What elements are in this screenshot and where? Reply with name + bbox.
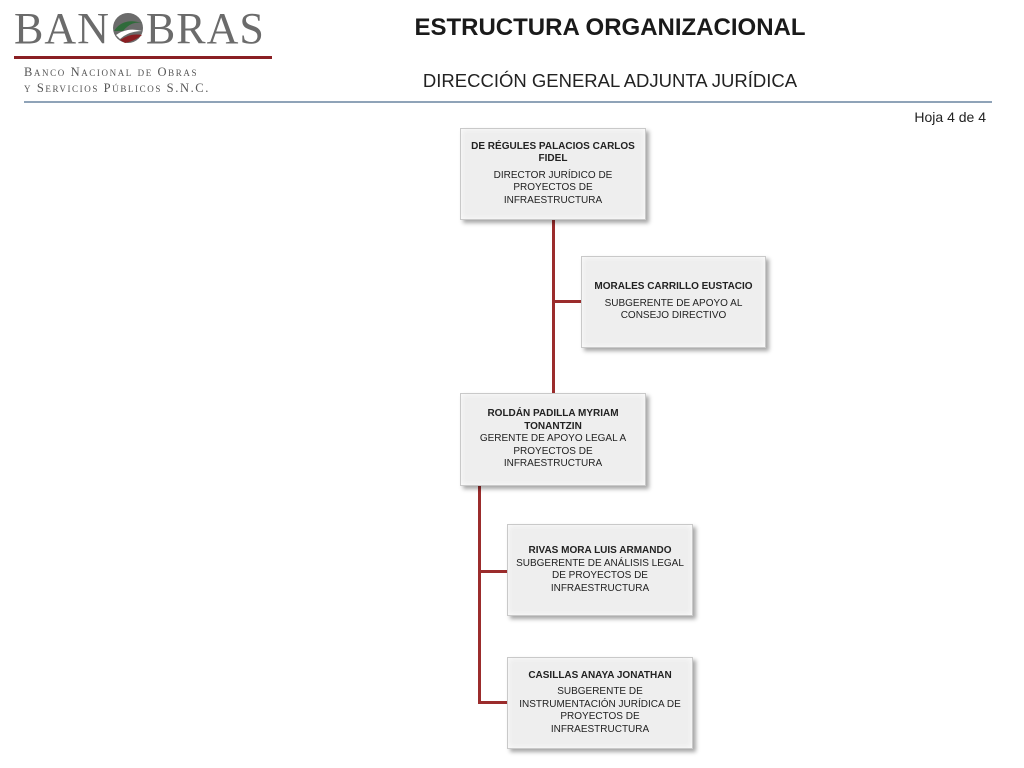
connector-staff: [552, 300, 582, 303]
org-node-director: [460, 128, 646, 220]
logo-line-1: Banco Nacional de Obras: [24, 65, 199, 79]
connector-sub1: [478, 570, 508, 573]
node-role: SUBGERENTE DE INSTRUMENTACIÓN JURÍDICA DE PROYECTOS DE INFRAESTRUCTURA: [519, 686, 681, 735]
page-title: ESTRUCTURA ORGANIZACIONAL: [414, 14, 806, 41]
logo-word-left: BAN: [14, 4, 110, 53]
node-role: DIRECTOR JURÍDICO DE PROYECTOS DE INFRAESTRUCTURA: [493, 169, 613, 206]
node-role: GERENTE DE APOYO LEGAL A PROYECTOS DE INFRAESTRUCTURA: [479, 433, 627, 470]
org-node-sub2: [507, 657, 693, 749]
node-role: SUBGERENTE DE ANÁLISIS LEGAL DE PROYECTOS DE INFRAESTRUCTURA: [516, 557, 684, 594]
node-name: DE RÉGULES PALACIOS CARLOS FIDEL: [471, 140, 635, 165]
node-name: MORALES CARRILLO EUSTACIO: [594, 281, 753, 293]
logo-wordmark: [14, 6, 265, 52]
page-subtitle: DIRECCIÓN GENERAL ADJUNTA JURÍDICA: [422, 70, 798, 91]
node-name: RIVAS MORA LUIS ARMANDO: [528, 545, 672, 556]
node-role: SUBGERENTE DE APOYO AL CONSEJO DIRECTIVO: [604, 297, 743, 322]
logo-line-2: y Servicios Públicos S.N.C.: [24, 81, 210, 95]
org-node-sub1: [507, 524, 693, 616]
connector-director-manager: [552, 220, 555, 394]
org-node-staff: [581, 256, 766, 348]
sheet-indicator: Hoja 4 de 4: [914, 109, 986, 125]
header-divider: [24, 101, 992, 103]
org-node-manager: [460, 393, 646, 486]
logo-word-right: BRAS: [145, 4, 265, 53]
logo-emblem-icon: [111, 11, 145, 45]
node-name: ROLDÁN PADILLA MYRIAM TONANTZIN: [487, 408, 619, 432]
node-name: CASILLAS ANAYA JONATHAN: [528, 669, 672, 681]
connector-sub2: [478, 701, 508, 704]
logo-rule: [14, 56, 272, 59]
connector-manager-subs: [478, 486, 481, 704]
banobras-logo: [14, 6, 276, 98]
